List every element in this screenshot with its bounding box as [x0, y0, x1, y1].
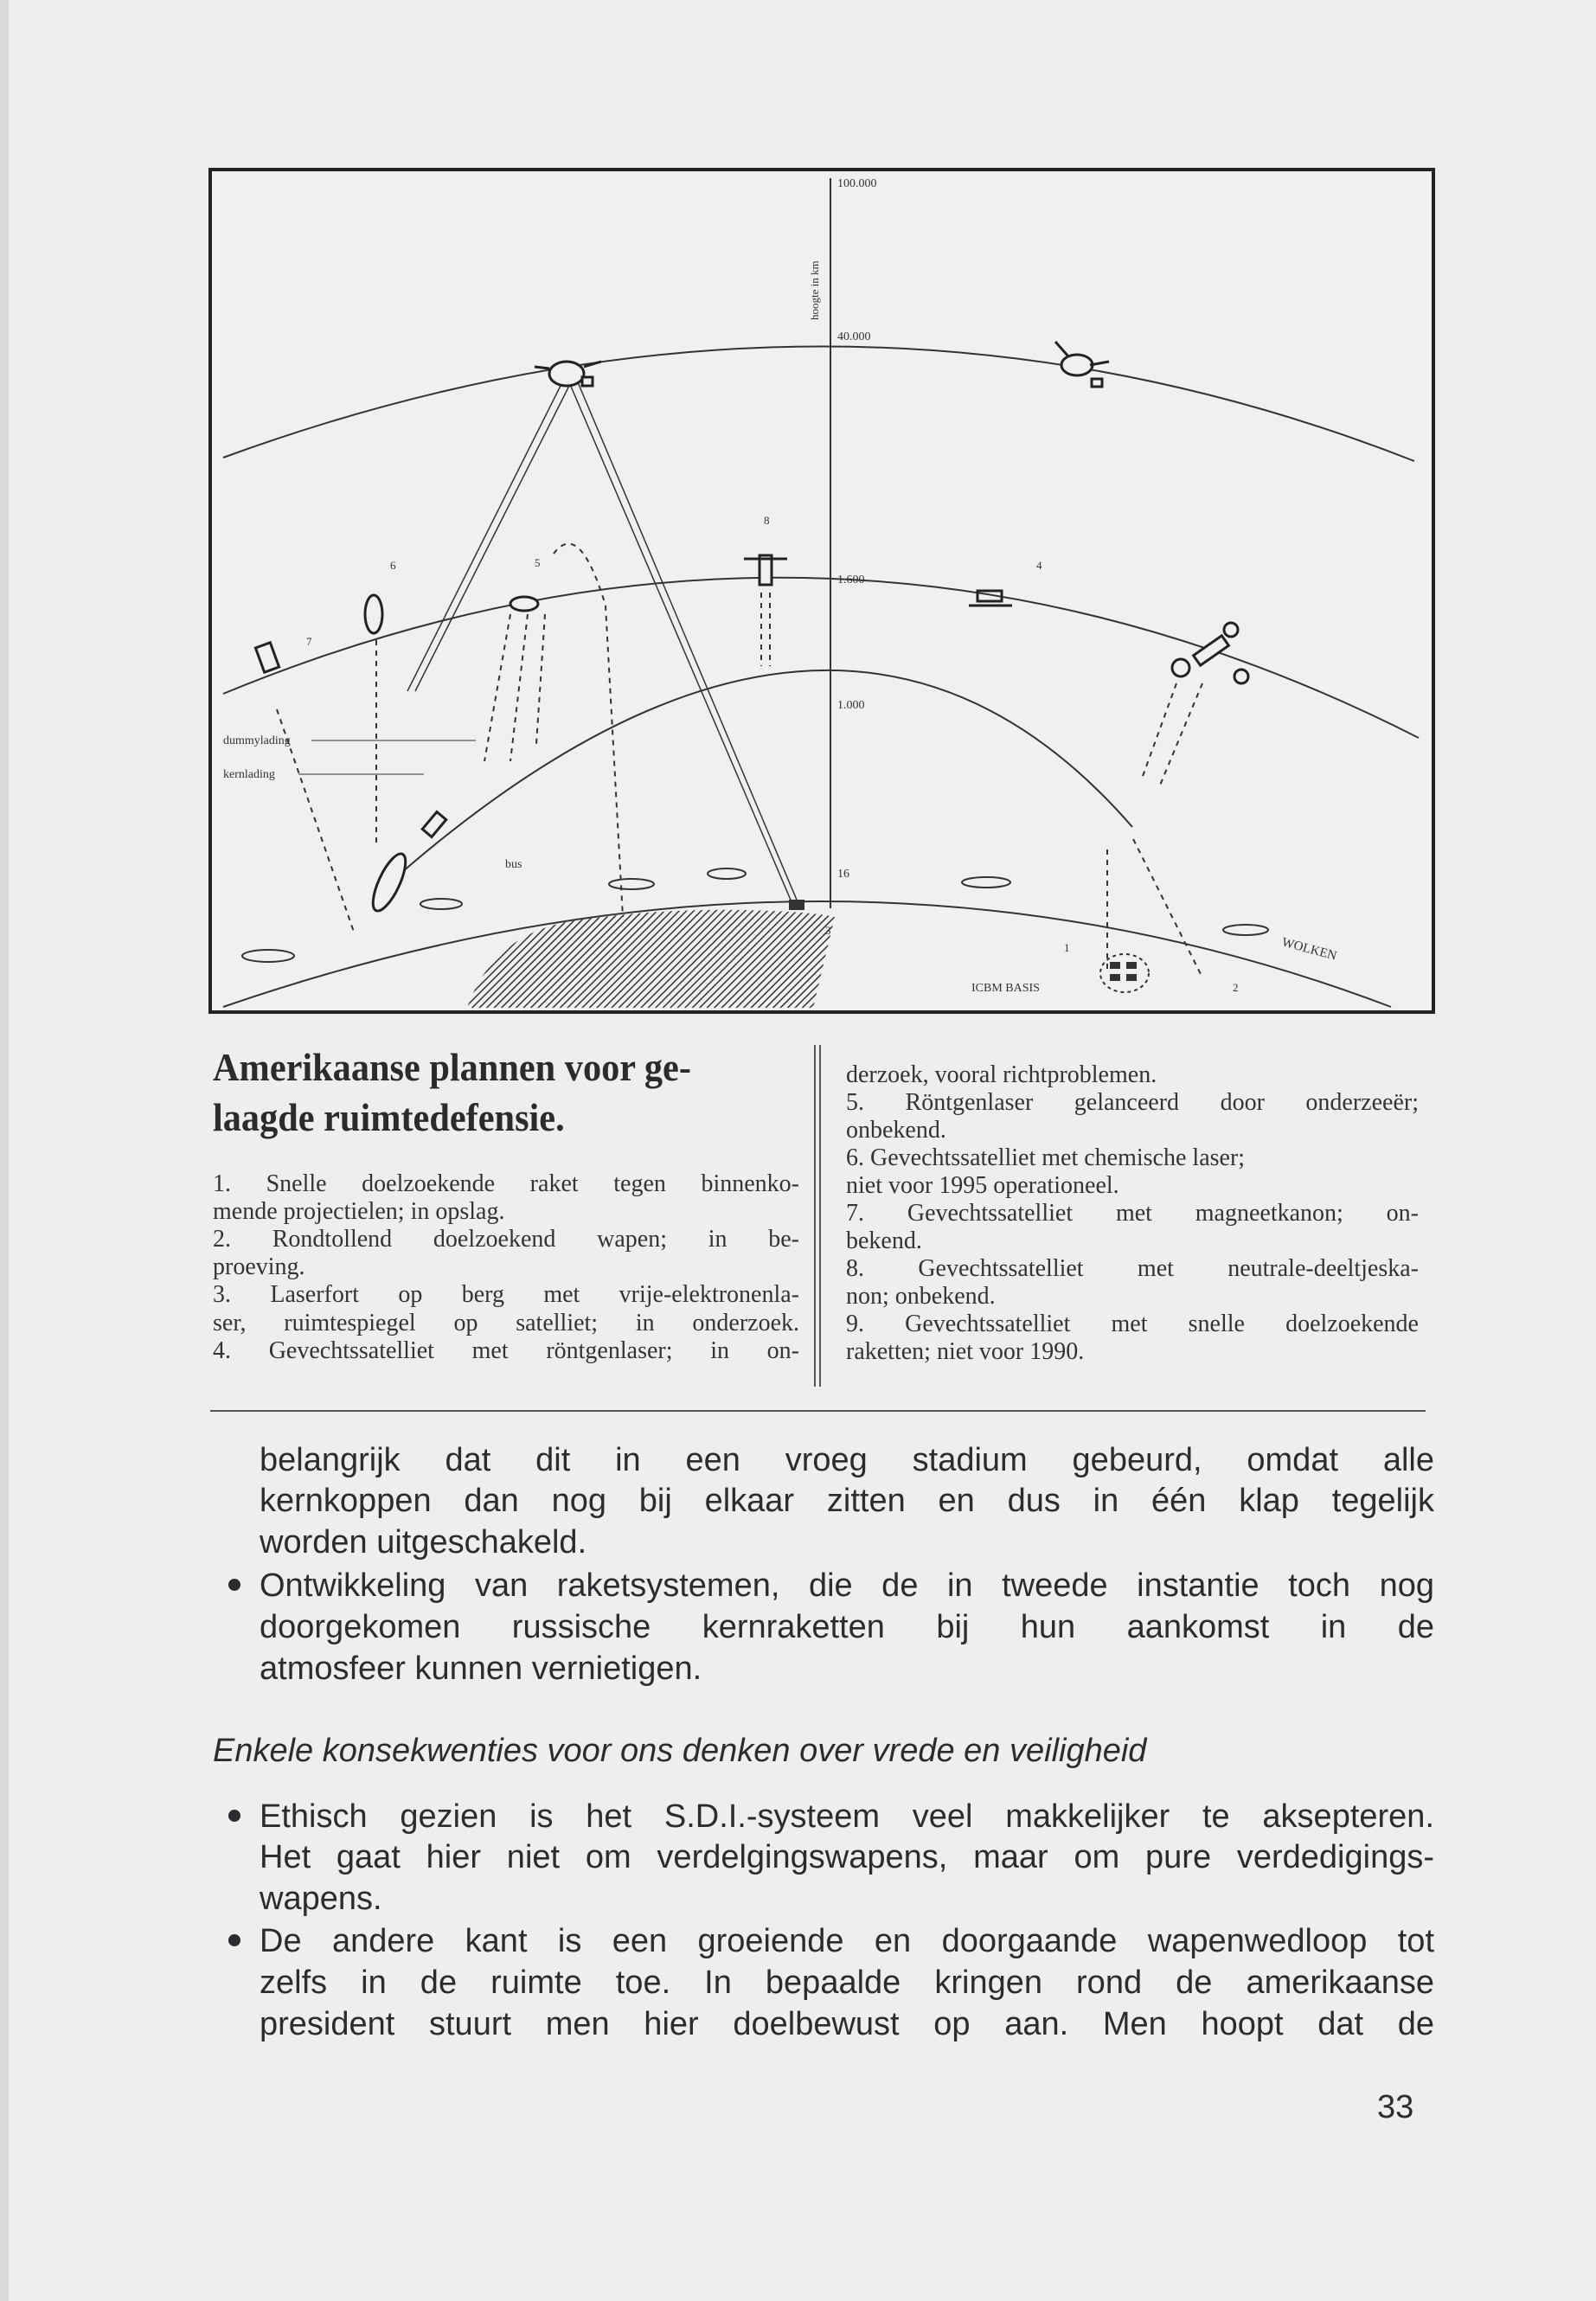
altitude-label: 1.600 [837, 574, 865, 586]
caption-line: 1. Snelle doelzoekende raket tegen binnenko- [213, 1170, 799, 1197]
caption-line: 8. Gevechtssatelliet met neutrale-deeltjeska- [846, 1255, 1419, 1282]
svg-text:8: 8 [764, 514, 770, 527]
body-line: Ontwikkeling van raketsystemen, die de in tweede instantie toch nog [260, 1567, 1434, 1604]
space-defense-diagram [208, 156, 1436, 1021]
svg-text:7: 7 [306, 635, 312, 648]
caption-line: derzoek, vooral richtproblemen. [846, 1061, 1157, 1088]
altitude-label: 40.000 [837, 330, 871, 343]
bullet-icon [228, 1934, 240, 1946]
caption-line: 5. Röntgenlaser gelanceerd door onderzeeër; [846, 1089, 1419, 1116]
label-bus: bus [505, 858, 522, 871]
body-line: belangrijk dat dit in een vroeg stadium gebeurd, omdat alle [260, 1442, 1434, 1478]
svg-text:1: 1 [1064, 941, 1070, 954]
label-warhead: kernlading [223, 768, 275, 781]
scan-edge [0, 0, 9, 2301]
svg-text:3: 3 [825, 924, 831, 937]
svg-text:2: 2 [1233, 981, 1239, 994]
label-clouds: WOLKEN [1279, 935, 1338, 964]
satellite-5-icon [510, 597, 538, 611]
body-line: president stuurt men hier doelbewust op aan. Men hoopt dat de [260, 2006, 1434, 2042]
caption-line: bekend. [846, 1227, 922, 1254]
page-number: 33 [1377, 2089, 1414, 2125]
horizontal-rule [210, 1410, 1426, 1412]
satellite-6-icon [365, 595, 382, 633]
body-line: Ethisch gezien is het S.D.I.-systeem veel makkelijker te aksepteren. [260, 1798, 1434, 1835]
caption-line: ser, ruimtespiegel op satelliet; in onderzoek. [213, 1310, 799, 1336]
caption-title-line: laagde ruimtedefensie. [213, 1095, 565, 1139]
svg-text:6: 6 [390, 559, 396, 572]
caption-line: raketten; niet voor 1990. [846, 1338, 1085, 1365]
svg-text:5: 5 [535, 556, 541, 569]
bullet-icon [228, 1810, 240, 1822]
column-divider [814, 1045, 821, 1387]
altitude-label: 100.000 [837, 177, 877, 190]
altitude-axis-title: hoogte in km [808, 260, 821, 320]
caption-line: niet voor 1995 operationeel. [846, 1172, 1119, 1199]
caption-line: 3. Laserfort op berg met vrije-elektronenla- [213, 1281, 799, 1308]
altitude-label: 1.000 [837, 699, 865, 712]
body-line: wapens. [260, 1881, 382, 1917]
caption-line: onbekend. [846, 1117, 946, 1144]
caption-line: non; onbekend. [846, 1283, 996, 1310]
caption-line: 2. Rondtollend doelzoekend wapen; in be- [213, 1226, 799, 1253]
body-line: zelfs in de ruimte toe. In bepaalde kringen rond de amerikaanse [260, 1965, 1434, 2001]
body-line: Het gaat hier niet om verdelgingswapens, maar om pure verdedigings- [260, 1839, 1434, 1875]
body-line: atmosfeer kunnen vernietigen. [260, 1650, 702, 1687]
bullet-icon [228, 1579, 240, 1591]
caption-line: mende projectielen; in opslag. [213, 1198, 505, 1225]
caption-title-line: Amerikaanse plannen voor ge- [213, 1045, 691, 1089]
caption-line: proeving. [213, 1253, 305, 1280]
caption-line: 9. Gevechtssatelliet met snelle doelzoekende [846, 1311, 1419, 1337]
label-dummy: dummylading [223, 734, 291, 747]
body-line: doorgekomen russische kernraketten bij hun aankomst in de [260, 1609, 1434, 1645]
svg-text:4: 4 [1036, 559, 1042, 572]
laser-fort-icon [789, 900, 804, 910]
altitude-label: 16 [837, 868, 849, 881]
body-line: De andere kant is een groeiende en doorgaande wapenwedloop tot [260, 1923, 1434, 1959]
caption-line: 4. Gevechtssatelliet met röntgenlaser; in on- [213, 1337, 799, 1364]
body-line: worden uitgeschakeld. [260, 1524, 587, 1561]
section-heading: Enkele konsekwenties voor ons denken over vrede en veiligheid [213, 1733, 1147, 1769]
label-icbm-base: ICBM BASIS [971, 982, 1040, 995]
caption-line: 7. Gevechtssatelliet met magneetkanon; on- [846, 1200, 1419, 1227]
body-line: kernkoppen dan nog bij elkaar zitten en dus in één klap tegelijk [260, 1483, 1434, 1519]
caption-line: 6. Gevechtssatelliet met chemische laser; [846, 1144, 1246, 1171]
caption-title [213, 1042, 691, 1143]
